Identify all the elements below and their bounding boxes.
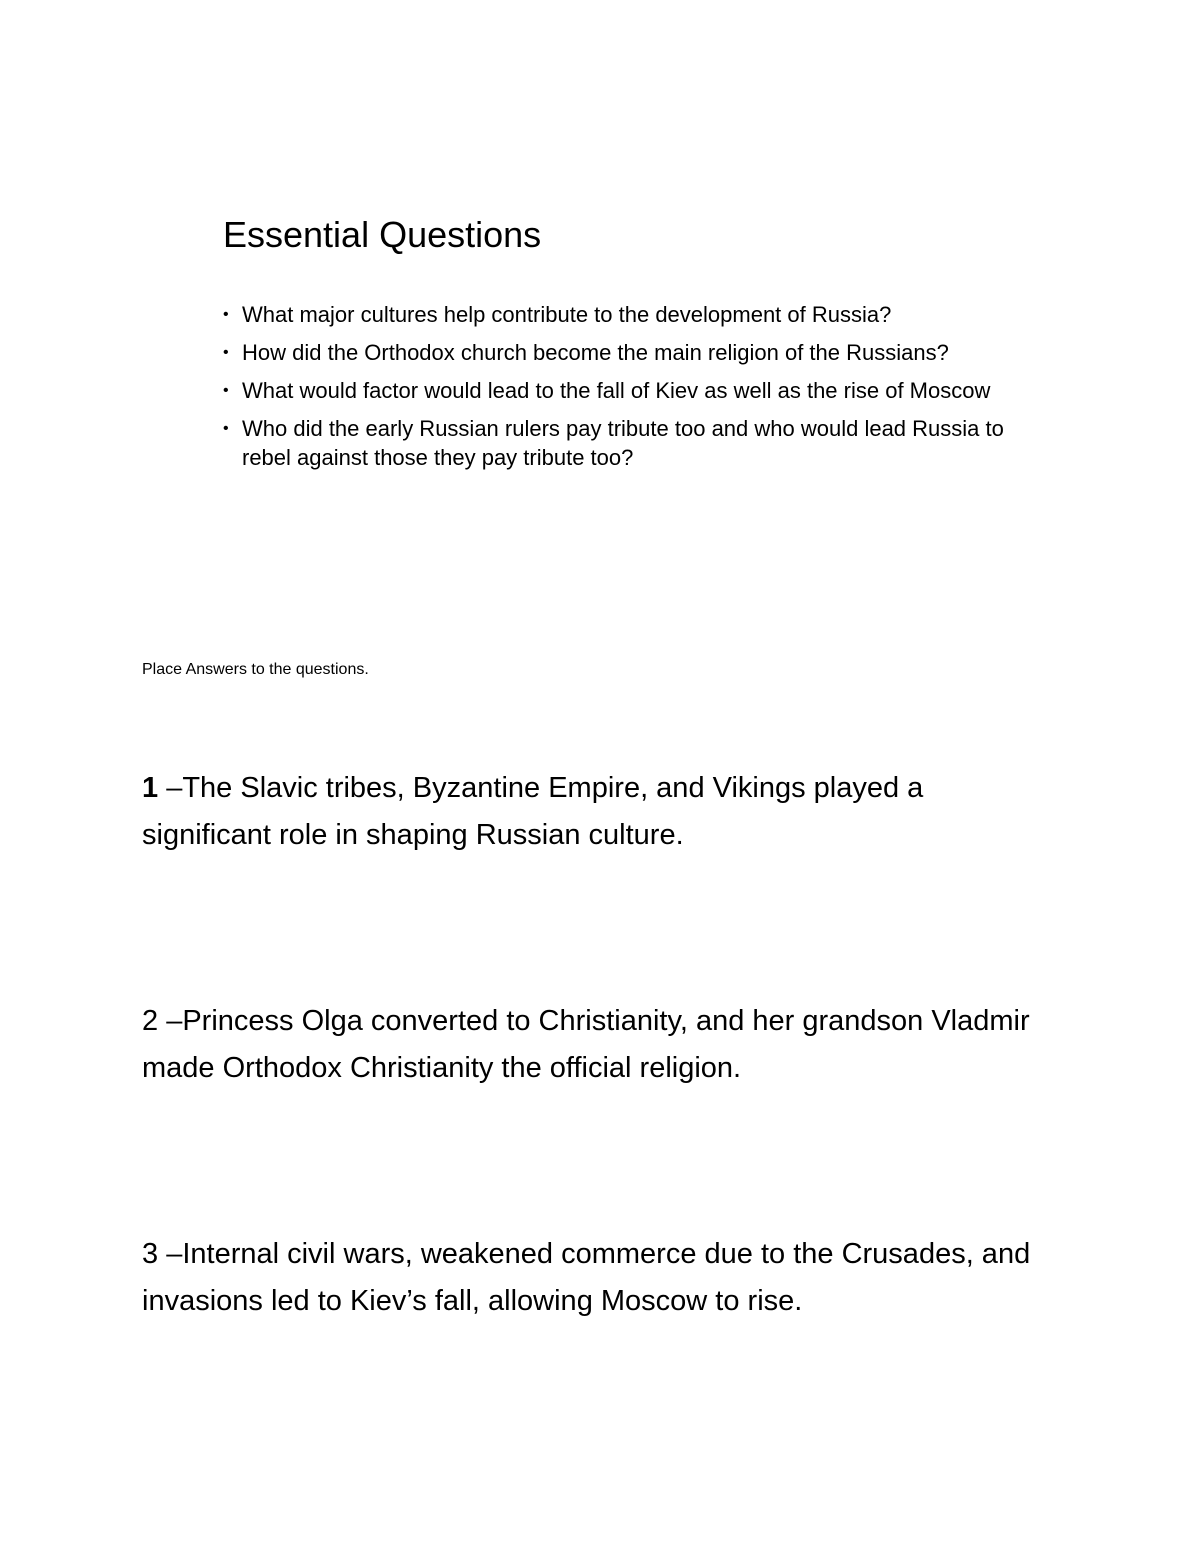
answer-number: 2 bbox=[142, 1005, 159, 1037]
bullet-icon: • bbox=[223, 420, 229, 437]
answer-text: The Slavic tribes, Byzantine Empire, and Vikings played a significant role in shaping Russian culture. bbox=[142, 772, 924, 851]
question-text: What major cultures help contribute to the development of Russia? bbox=[242, 302, 892, 327]
answer-separator: – bbox=[158, 1005, 183, 1037]
bullet-icon: • bbox=[223, 344, 229, 361]
answer-paragraph-1 bbox=[142, 765, 1042, 859]
answer-separator: – bbox=[158, 1238, 183, 1270]
answer-text: Princess Olga converted to Christianity, and her grandson Vladmir made Orthodox Christianity the official religion. bbox=[142, 1005, 1030, 1084]
instruction-text: Place Answers to the questions. bbox=[142, 661, 369, 678]
question-text: What would factor would lead to the fall of Kiev as well as the rise of Moscow bbox=[242, 378, 991, 403]
question-text: Who did the early Russian rulers pay tribute too and who would lead Russia to rebel against those they pay tribute too? bbox=[242, 416, 1004, 470]
essential-questions-list bbox=[223, 300, 1033, 481]
question-item bbox=[223, 414, 1033, 472]
bullet-icon: • bbox=[223, 306, 229, 323]
question-item bbox=[223, 300, 1033, 329]
answer-separator: – bbox=[158, 772, 183, 804]
answer-number: 1 bbox=[142, 772, 159, 804]
slide-title: Essential Questions bbox=[223, 214, 542, 255]
answer-text: Internal civil wars, weakened commerce due to the Crusades, and invasions led to Kiev’s fall, allowing Moscow to rise. bbox=[142, 1238, 1031, 1317]
answer-paragraph-2 bbox=[142, 998, 1042, 1092]
answer-number: 3 bbox=[142, 1238, 159, 1270]
question-item bbox=[223, 376, 1033, 405]
question-text: How did the Orthodox church become the main religion of the Russians? bbox=[242, 340, 949, 365]
question-item bbox=[223, 338, 1033, 367]
answer-paragraph-3 bbox=[142, 1231, 1042, 1325]
bullet-icon: • bbox=[223, 382, 229, 399]
